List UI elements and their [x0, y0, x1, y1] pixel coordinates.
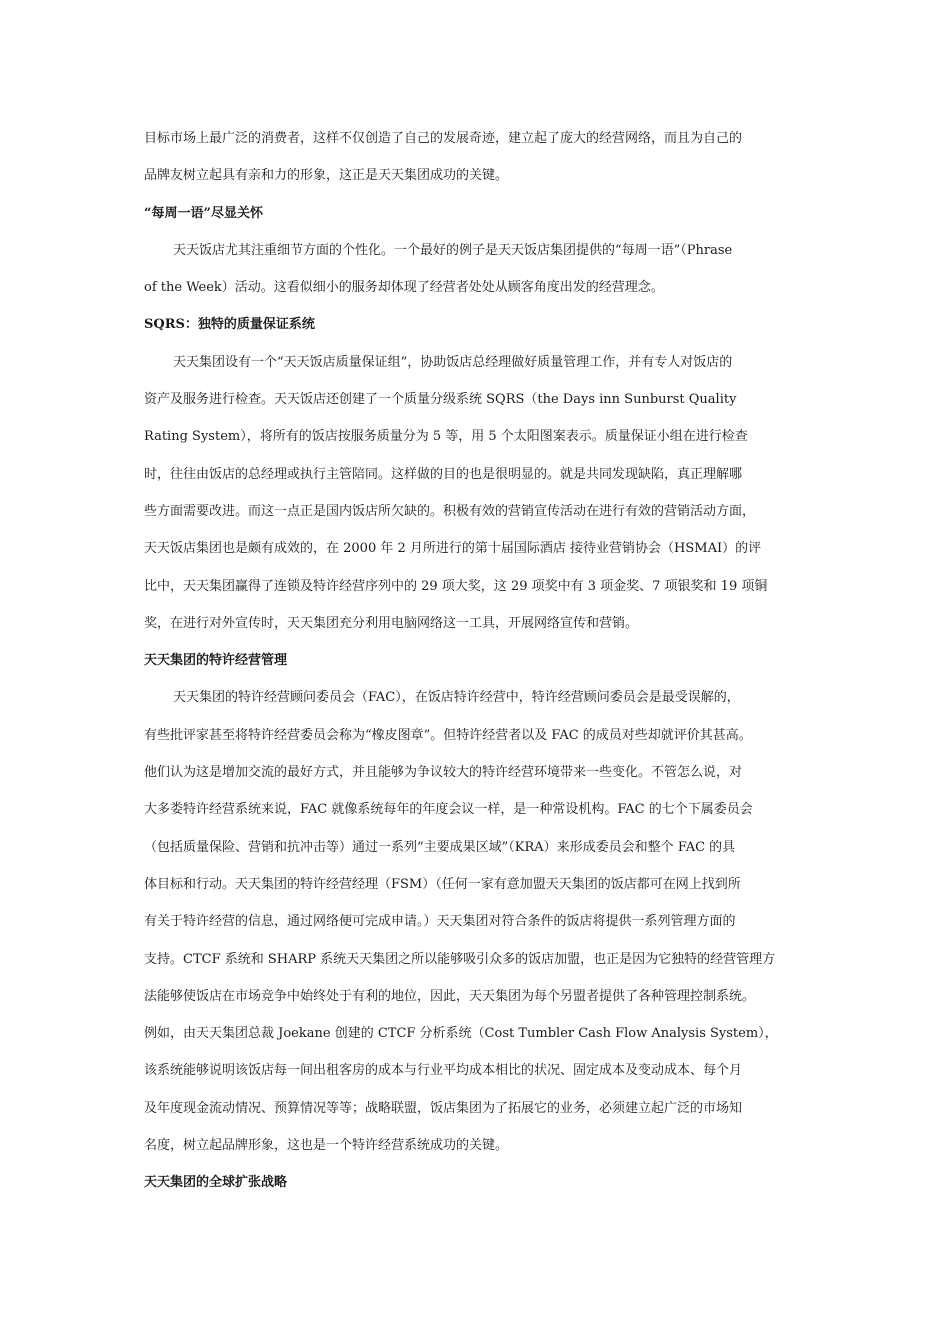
section-heading: “每周一语”尽显关怀 [144, 205, 263, 221]
paragraph-line: 有些批评家甚至将特许经营委员会称为“橡皮图章”。但特许经营者以及 FAC 的成员对些却就评价其甚高。 [144, 727, 752, 743]
paragraph-line: 他们认为这是增加交流的最好方式，并且能够为争议较大的特许经营环境带来一些变化。不管怎么说，对 [144, 765, 743, 781]
section-heading: 天天集团的特许经营管理 [144, 653, 288, 669]
paragraph-line: 例如，由天天集团总裁 Joekane 创建的 CTCF 分析系统（Cost Tumbler Cash Flow Analysis System）， [144, 1026, 778, 1042]
paragraph-line: 有关于特许经营的信息，通过网络便可完成申请。）天天集团对符合条件的饭店将提供一系列管理方面的 [144, 914, 736, 930]
paragraph-line: 些方面需要改进。而这一点正是国内饭店所欠缺的。积极有效的营销宣传活动在进行有效的营销活动方面， [144, 503, 756, 519]
paragraph-line: 天天饭店集团也是颇有成效的，在 2000 年 2 月所进行的第十届国际酒店 接待业营销协会（HSMAI）的评 [144, 541, 762, 557]
paragraph-line: 名度，树立起品牌形象，这也是一个特许经营系统成功的关键。 [144, 1138, 509, 1154]
paragraph-line: 比中，天天集团赢得了连锁及特许经营序列中的 29 项大奖，这 29 项奖中有 3 项金奖、7 项银奖和 19 项铜 [144, 578, 768, 594]
paragraph-line: 大多娄特许经营系统来说，FAC 就像系统每年的年度会议一样，是一种常设机构。FAC 的七个下属委员会 [144, 802, 753, 818]
paragraph-line: 及年度现金流动情况、预算情况等等；战略联盟，饭店集团为了拓展它的业务，必须建立起广泛的市场知 [144, 1100, 743, 1116]
paragraph-line: 奖，在进行对外宣传时，天天集团充分利用电脑网络这一工具，开展网络宣传和营销。 [144, 615, 639, 631]
paragraph-line: Rating System），将所有的饭店按服务质量分为 5 等，用 5 个太阳图案表示。质量保证小组在进行检查 [144, 429, 748, 445]
paragraph-line: 时，往往由饭店的总经理或执行主管陪同。这样做的目的也是很明显的。就是共同发现缺陷，真正理解哪 [144, 466, 743, 482]
paragraph-line: 支持。CTCF 系统和 SHARP 系统天天集团之所以能够吸引众多的饭店加盟，也正是因为它独特的经营管理方 [144, 951, 776, 967]
paragraph-line: 资产及服务进行检查。天天饭店还创建了一个质量分级系统 SQRS（the Days inn Sunburst Quality [144, 392, 737, 408]
paragraph-line: 品牌友树立起具有亲和力的形象，这正是天天集团成功的关键。 [144, 168, 509, 184]
paragraph-line: 天天饭店尤其注重细节方面的个性化。一个最好的例子是天天饭店集团提供的“每周一语”（Phrase [173, 242, 733, 258]
paragraph-line: 法能够使饭店在市场竞争中始终处于有利的地位，因此，天天集团为每个另盟者提供了各种管理控制系统。 [144, 988, 756, 1004]
paragraph-line: 天天集团的特许经营顾问委员会（FAC），在饭店特许经营中，特许经营顾问委员会是最受误解的， [173, 690, 740, 706]
paragraph-line: （包括质量保险、营销和抗冲击等）通过一系列“主要成果区域”（KRA）来形成委员会和整个 FAC 的具 [144, 839, 736, 855]
paragraph-line: 天天集团设有一个“天天饭店质量保证组”，协助饭店总经理做好质量管理工作，并有专人对饭店的 [173, 354, 733, 370]
paragraph-line: 体目标和行动。天天集团的特许经营经理（FSM）（任何一家有意加盟天天集团的饭店都可在网上找到所 [144, 876, 741, 892]
paragraph-line: of the Week）活动。这看似细小的服务却体现了经营者处处从顾客角度出发的经营理念。 [144, 280, 664, 296]
paragraph-line: 该系统能够说明该饭店每一间出租客房的成本与行业平均成本相比的状况、固定成本及变动成本、每个月 [144, 1063, 743, 1079]
paragraph-line: 目标市场上最广泛的消费者，这样不仅创造了自己的发展奇迹，建立起了庞大的经营网络，而且为自己的 [144, 131, 743, 146]
section-heading: 天天集团的全球扩张战略 [144, 1175, 288, 1191]
section-heading: SQRS：独特的质量保证系统 [144, 317, 315, 333]
document-page [144, 120, 814, 1202]
